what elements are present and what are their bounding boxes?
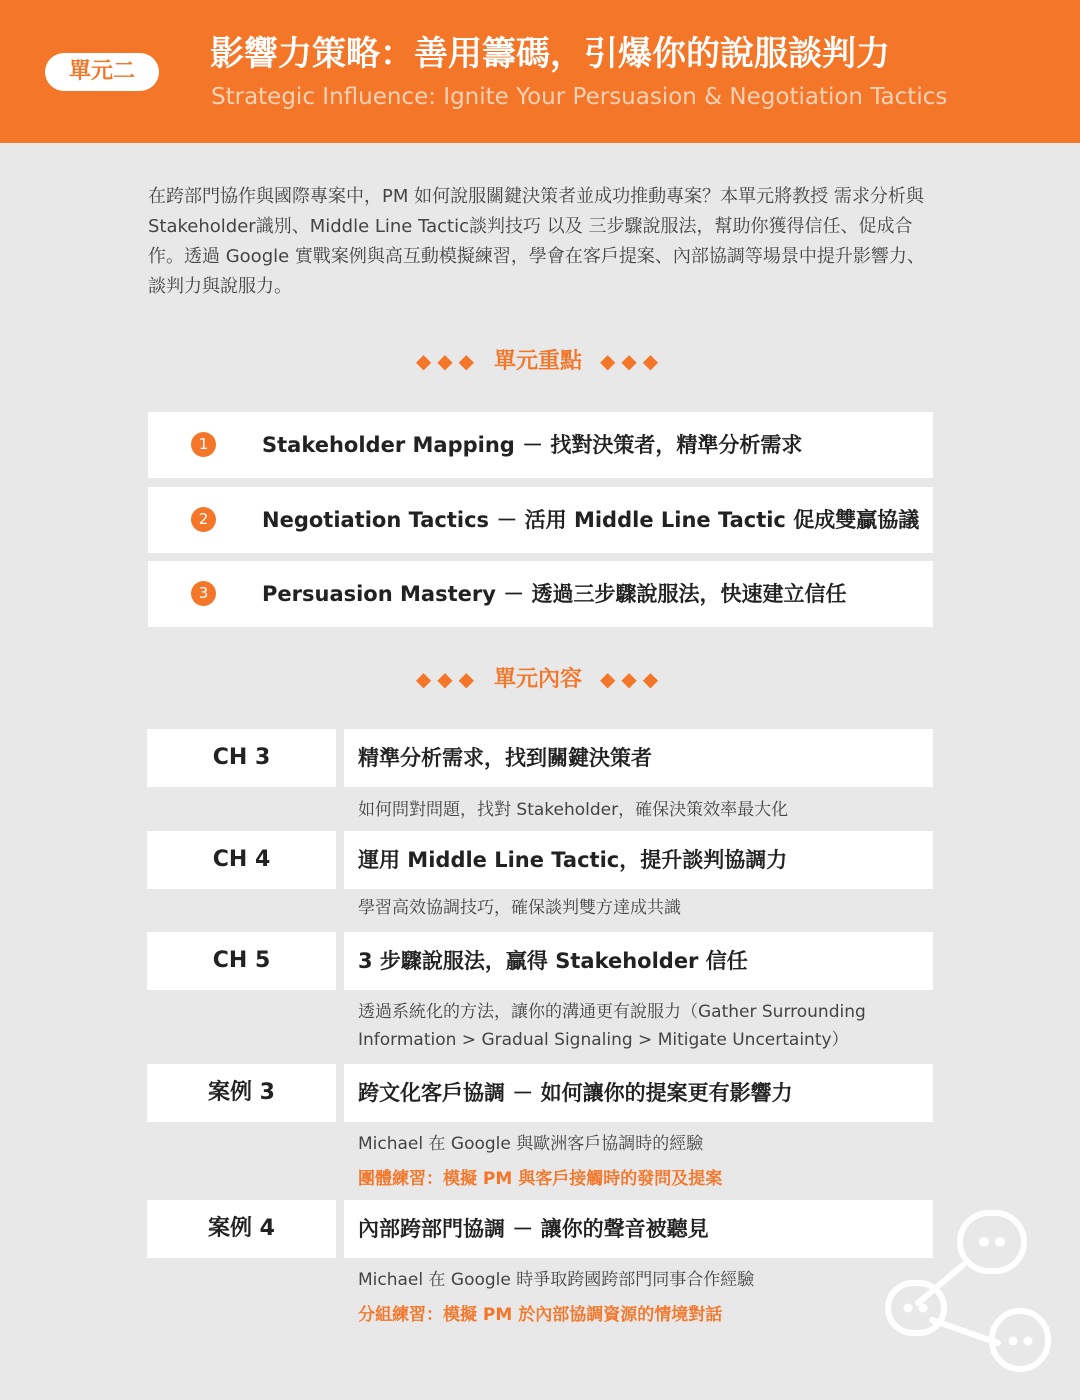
- section-label: 單元重點: [493, 349, 582, 374]
- diamond-icon: ◆◆◆: [600, 349, 665, 373]
- chapter-description: 透過系統化的方法，讓你的溝通更有說服力（Gather Surrounding Information > Gradual Signaling > Mitigate Uncertainty）: [358, 1002, 866, 1050]
- section-label: 單元內容: [493, 667, 582, 692]
- diamond-icon: ◆◆◆: [415, 349, 480, 373]
- intro-paragraph: 在跨部門協作與國際專案中，PM 如何說服關鍵決策者並成功推動專案？本單元將教授 需求分析與Stakeholder識別、Middle Line Tactic談判技巧 以及 三步驟說服法，幫助你獲得信任、促成合作。透過 Google 實戰案例與高互動模擬練習，學會在客戶提案、內部協調等場景中提升影響力、談判力與說服力。: [148, 186, 925, 297]
- chapter-label: CH 5: [147, 932, 336, 990]
- key-point-text: Negotiation Tactics － 活用 Middle Line Tactic 促成雙贏協議: [262, 508, 920, 532]
- unit-badge: 單元二: [45, 53, 159, 91]
- chapter-title: 3 步驟說服法，贏得 Stakeholder 信任: [344, 932, 933, 990]
- chapter-description: 如何問對問題，找對 Stakeholder，確保決策效率最大化: [358, 800, 789, 820]
- chapter-label: 案例 4: [147, 1200, 336, 1258]
- practice-note: 團體練習：模擬 PM 與客戶接觸時的發問及提案: [358, 1169, 723, 1189]
- key-point-text: Stakeholder Mapping － 找對決策者，精準分析需求: [262, 433, 803, 457]
- key-point-item: [148, 412, 933, 478]
- chapter-title: 跨文化客戶協調 － 如何讓你的提案更有影響力: [344, 1064, 933, 1122]
- chapter-description: Michael 在 Google 與歐洲客戶協調時的經驗: [358, 1134, 704, 1154]
- header-banner: [0, 0, 1080, 143]
- section-heading-content: [0, 662, 1080, 693]
- practice-note: 分組練習：模擬 PM 於內部協調資源的情境對話: [358, 1305, 723, 1325]
- number-badge: 1: [191, 432, 216, 457]
- key-point-text: Persuasion Mastery － 透過三步驟說服法，快速建立信任: [262, 582, 847, 606]
- chapter-title: 運用 Middle Line Tactic，提升談判協調力: [344, 831, 933, 889]
- chapter-label: 案例 3: [147, 1064, 336, 1122]
- section-heading-key-points: [0, 344, 1080, 375]
- page-subtitle: Strategic Influence: Ignite Your Persuasion & Negotiation Tactics: [211, 84, 948, 110]
- chapter-label: CH 4: [147, 831, 336, 889]
- diamond-icon: ◆◆◆: [600, 667, 665, 691]
- chapter-title: 精準分析需求，找到關鍵決策者: [344, 729, 933, 787]
- share-chat-icon: [880, 1205, 1060, 1375]
- diamond-icon: ◆◆◆: [415, 667, 480, 691]
- number-badge: 2: [191, 507, 216, 532]
- key-point-item: [148, 561, 933, 627]
- key-point-item: [148, 487, 933, 553]
- chapter-description: 學習高效協調技巧，確保談判雙方達成共識: [358, 898, 681, 918]
- chapter-label: CH 3: [147, 729, 336, 787]
- chapter-title: 內部跨部門協調 － 讓你的聲音被聽見: [344, 1200, 933, 1258]
- page-title: 影響力策略：善用籌碼，引爆你的說服談判力: [210, 34, 890, 74]
- chapter-description: Michael 在 Google 時爭取跨國跨部門同事合作經驗: [358, 1270, 755, 1290]
- number-badge: 3: [191, 581, 216, 606]
